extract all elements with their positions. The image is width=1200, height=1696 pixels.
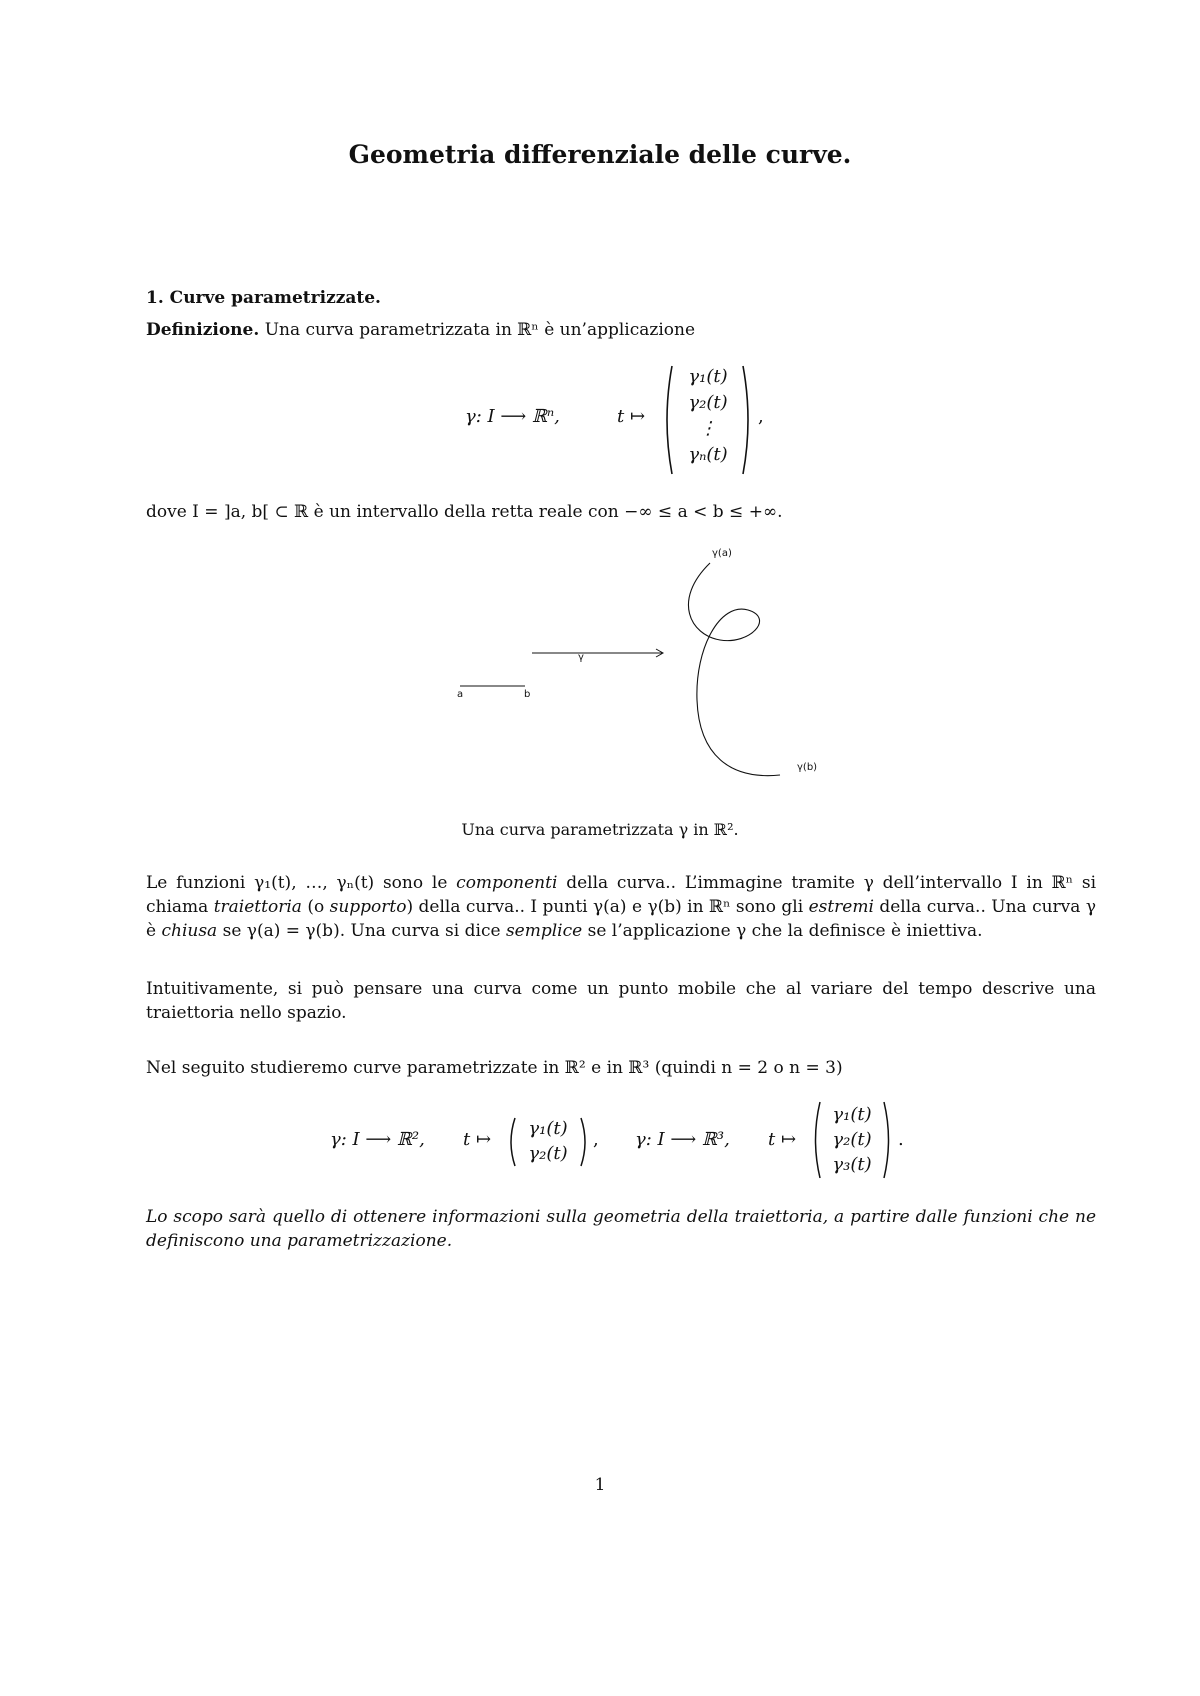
p1-traiettoria: traiettoria <box>213 897 302 917</box>
label-gamma-b: γ(b) <box>797 762 818 773</box>
figure-caption: Una curva parametrizzata γ in ℝ². <box>461 820 739 839</box>
p1-t7: ) della curva.. I punti γ(a) e γ(b) in ℝⁿ sono gli <box>406 897 809 917</box>
page-title: Geometria differenziale delle curve. <box>348 140 852 169</box>
eq2-lhs-r2: γ: I ⟶ ℝ², <box>330 1129 425 1150</box>
eq2-r2-component-2: γ₂(t) <box>528 1143 568 1164</box>
eq1-trail: , <box>758 406 764 427</box>
definition-label: Definizione. <box>146 320 260 340</box>
curve-figure <box>440 540 840 790</box>
eq1-component-dots: ⋮ <box>699 418 717 439</box>
definition-text: Una curva parametrizzata in ℝⁿ è un’applicazione <box>264 320 696 340</box>
eq1-vector <box>673 364 743 468</box>
paragraph-components <box>146 871 1096 943</box>
label-b: b <box>524 689 531 700</box>
eq1-map: t ↦ <box>617 406 646 427</box>
p1-chiusa: chiusa <box>161 921 218 941</box>
p1-t1: Le funzioni γ₁(t), …, γₙ(t) sono le <box>146 873 457 893</box>
eq1-lhs: γ: I ⟶ ℝⁿ, <box>465 406 560 427</box>
eq2-separator: , <box>593 1129 599 1150</box>
p1-estremi: estremi <box>808 897 874 917</box>
p1-t3: della curva.. L’immagine tramite γ dell’intervallo I in ℝⁿ si chiama <box>146 873 1097 917</box>
p1-componenti: componenti <box>456 873 558 893</box>
eq2-vector-r2 <box>516 1116 580 1166</box>
equation-r2-r3 <box>330 1098 910 1184</box>
page-number: 1 <box>594 1475 606 1495</box>
p1-t5: (o <box>301 897 330 917</box>
eq2-lhs-r3: γ: I ⟶ ℝ³, <box>635 1129 730 1150</box>
equation-map <box>465 360 765 480</box>
interval-text: dove I = ]a, b[ ⊂ ℝ è un intervallo della retta reale con −∞ ≤ a < b ≤ +∞. <box>146 502 783 522</box>
p1-t11: se γ(a) = γ(b). Una curva si dice <box>217 921 506 941</box>
eq2-vector-r3 <box>820 1102 884 1177</box>
eq2-end: . <box>898 1129 904 1150</box>
eq2-map-r3: t ↦ <box>768 1129 797 1150</box>
p1-semplice: semplice <box>505 921 583 941</box>
eq1-component-2: γ₂(t) <box>688 392 728 413</box>
p1-t9: della curva.. Una curva γ è <box>146 897 1096 941</box>
paragraph-r2-r3: Nel seguito studieremo curve parametrizzate in ℝ² e in ℝ³ (quindi n = 2 o n = 3) <box>146 1058 843 1078</box>
p1-t13: se l’applicazione γ che la definisce è iniettiva. <box>582 921 983 941</box>
eq2-r3-component-3: γ₃(t) <box>832 1154 872 1175</box>
eq2-r3-component-2: γ₂(t) <box>832 1129 872 1150</box>
eq1-component-1: γ₁(t) <box>688 366 728 387</box>
eq2-r2-component-1: γ₁(t) <box>528 1118 568 1139</box>
label-a: a <box>457 689 464 700</box>
section-heading: 1. Curve parametrizzate. <box>146 288 381 308</box>
paragraph-goal: Lo scopo sarà quello di ottenere informazioni sulla geometria della traiettoria, a partire dalle funzioni che ne definiscono una parametrizzazione. <box>146 1207 1096 1251</box>
label-gamma-a: γ(a) <box>712 548 732 559</box>
eq2-r3-component-1: γ₁(t) <box>832 1104 872 1125</box>
p1-supporto: supporto <box>329 897 407 917</box>
label-map: γ <box>578 652 584 663</box>
eq1-component-n: γₙ(t) <box>688 444 728 465</box>
definition-paragraph <box>146 318 1096 342</box>
paragraph-intuition: Intuitivamente, si può pensare una curva come un punto mobile che al variare del tempo descrive una traiettoria nello spazio. <box>146 979 1096 1023</box>
curve-trajectory <box>688 563 780 776</box>
eq2-map-r2: t ↦ <box>463 1129 492 1150</box>
